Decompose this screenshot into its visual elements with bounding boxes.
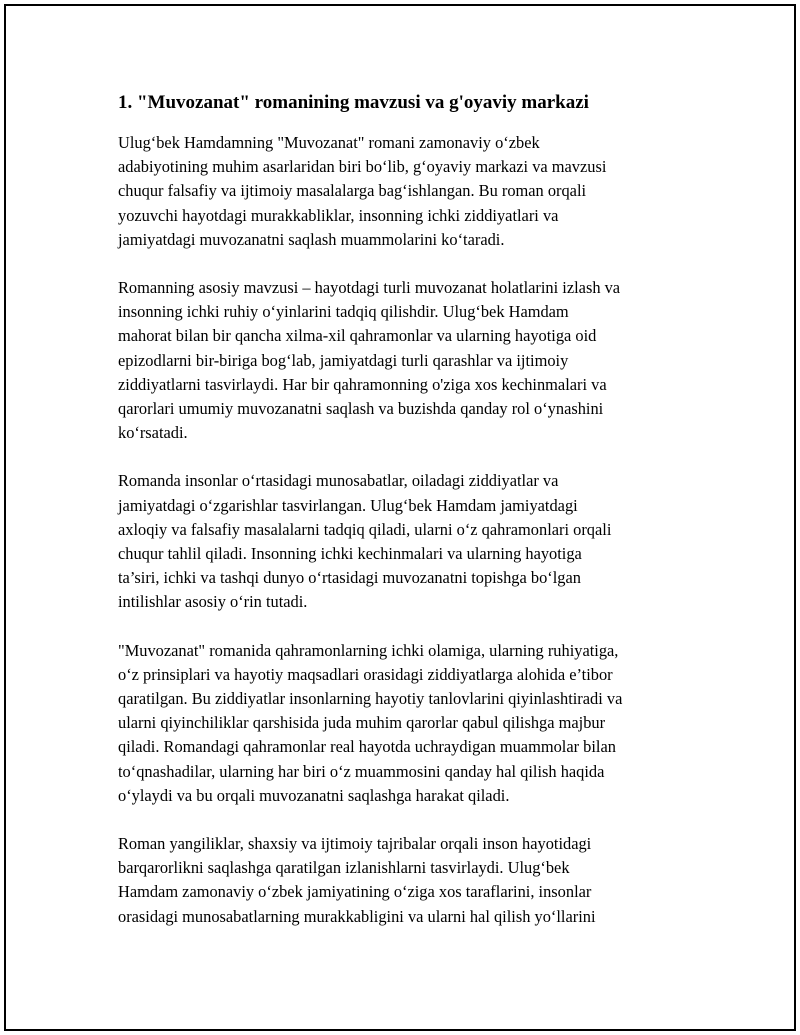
text-line: orasidagi munosabatlarning murakkabligini va ularni hal qilish yo‘llarini	[118, 906, 596, 926]
text-line: qarorlari umumiy muvozanatni saqlash va buzishda qanday rol o‘ynashini	[118, 399, 604, 419]
text-line: ta’siri, ichki va tashqi dunyo o‘rtasidagi muvozanatni topishga bo‘lgan	[118, 568, 581, 588]
text-line: insonning ichki ruhiy o‘yinlarini tadqiq qilishdir. Ulug‘bek Hamdam	[118, 302, 569, 322]
text-line: chuqur falsafiy va ijtimoiy masalalarga bag‘ishlangan. Bu roman orqali	[118, 181, 587, 201]
text-line: adabiyotining muhim asarlaridan biri bo‘lib, g‘oyaviy markazi va mavzusi	[118, 157, 607, 177]
section-heading: 1. "Muvozanat" romanining mavzusi va g'oyaviy markazi	[118, 92, 589, 113]
text-line: yozuvchi hayotdagi murakkabliklar, insonning ichki ziddiyatlari va	[118, 205, 559, 225]
text-line: o‘z prinsiplari va hayotiy maqsadlari orasidagi ziddiyatlarga alohida e’tibor	[118, 664, 613, 684]
text-line: axloqiy va falsafiy masalalarni tadqiq qiladi, ularni o‘z qahramonlari orqali	[118, 519, 612, 539]
paragraph-4	[118, 639, 690, 808]
text-line: "Muvozanat" romanida qahramonlarning ichki olamiga, ularning ruhiyatiga,	[118, 640, 619, 660]
text-line: to‘qnashadilar, ularning har biri o‘z muammosini qanday hal qilish haqida	[118, 761, 605, 781]
text-line: qiladi. Romandagi qahramonlar real hayotda uchraydigan muammolar bilan	[118, 737, 616, 757]
text-line: o‘ylaydi va bu orqali muvozanatni saqlashga harakat qiladi.	[118, 785, 510, 805]
text-line: Romanda insonlar o‘rtasidagi munosabatlar, oiladagi ziddiyatlar va	[118, 471, 559, 491]
text-line: Roman yangiliklar, shaxsiy va ijtimoiy tajribalar orqali inson hayotidagi	[118, 834, 592, 854]
paragraph-5	[118, 832, 690, 929]
text-line: ko‘rsatadi.	[118, 423, 188, 443]
text-line: Ulug‘bek Hamdamning "Muvozanat" romani zamonaviy o‘zbek	[118, 133, 540, 152]
paragraph-2	[118, 276, 690, 445]
text-line: mahorat bilan bir qancha xilma-xil qahramonlar va ularning hayotiga oid	[118, 326, 597, 346]
paragraph-3	[118, 469, 690, 614]
text-line: intilishlar asosiy o‘rin tutadi.	[118, 592, 308, 612]
text-line: ziddiyatlarni tasvirlaydi. Har bir qahramonning o'ziga xos kechinmalari va	[118, 374, 607, 394]
text-line: qaratilgan. Bu ziddiyatlar insonlarning hayotiy tanlovlarini qiyinlashtiradi va	[118, 689, 623, 709]
text-line: epizodlarni bir-biriga bog‘lab, jamiyatdagi turli qarashlar va ijtimoiy	[118, 350, 569, 370]
text-line: Romanning asosiy mavzusi – hayotdagi turli muvozanat holatlarini izlash va	[118, 278, 621, 298]
text-line: chuqur tahlil qiladi. Insonning ichki kechinmalari va ularning hayotiga	[118, 544, 582, 564]
text-line: jamiyatdagi muvozanatni saqlash muammolarini ko‘taradi.	[118, 229, 505, 249]
paragraph-1	[118, 131, 690, 252]
text-line: Hamdam zamonaviy o‘zbek jamiyatining o‘ziga xos taraflarini, insonlar	[118, 882, 592, 902]
document-body	[118, 91, 690, 953]
text-line: ularni qiyinchiliklar qarshisida juda muhim qarorlar qabul qilishga majbur	[118, 713, 606, 733]
text-line: barqarorlikni saqlashga qaratilgan izlanishlarni tasvirlaydi. Ulug‘bek	[118, 858, 570, 878]
text-line: jamiyatdagi o‘zgarishlar tasvirlangan. Ulug‘bek Hamdam jamiyatdagi	[118, 495, 578, 515]
